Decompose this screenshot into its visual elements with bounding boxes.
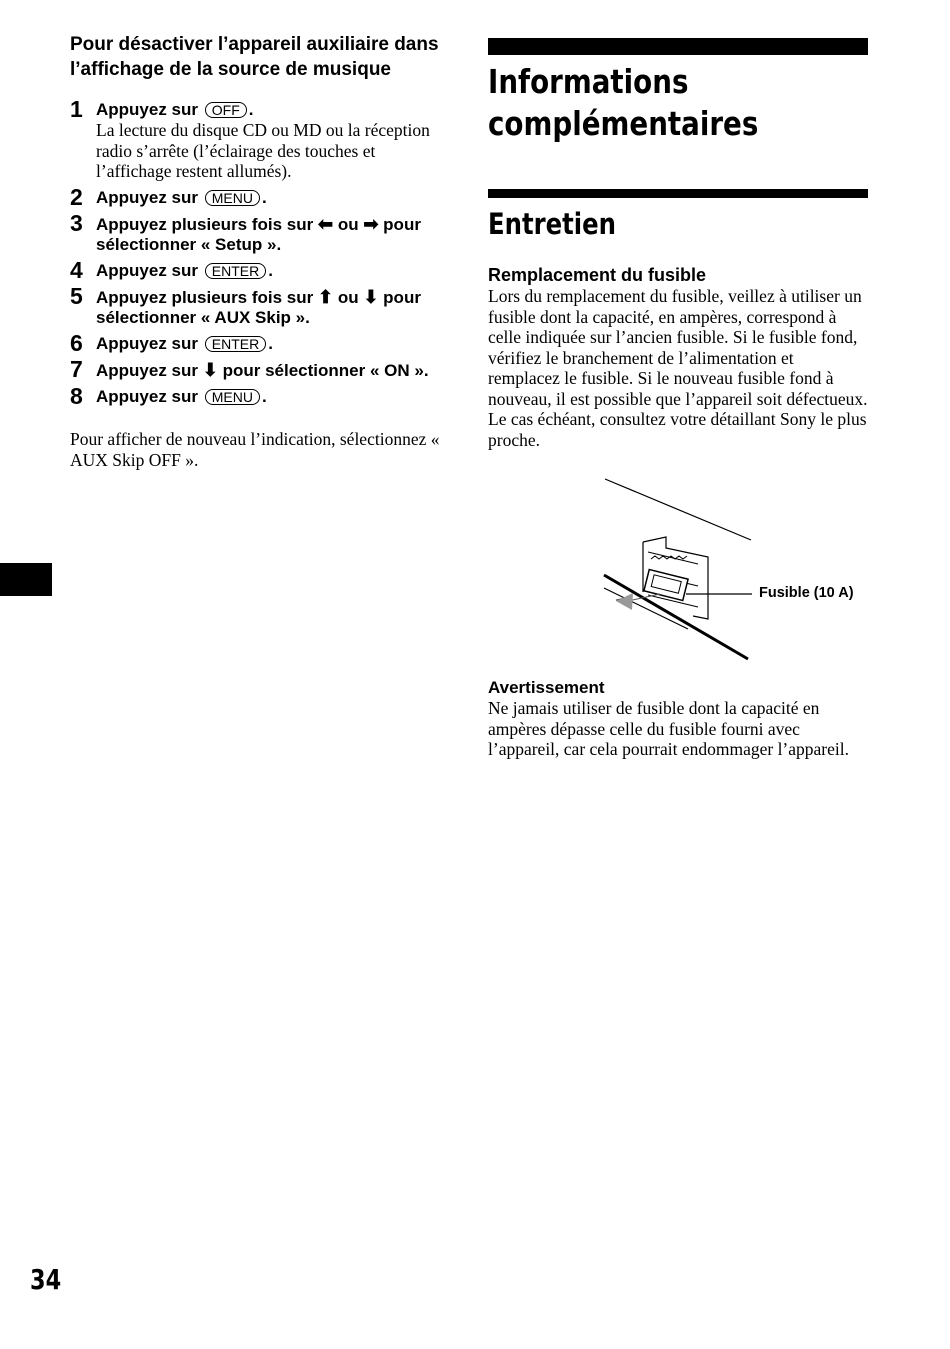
step-8: 8 Appuyez sur MENU . [70, 382, 267, 409]
arrow-down-icon: ⬇ [202, 359, 218, 380]
arrow-left-icon: ⬅ [318, 213, 334, 234]
step-instruction: Appuyez sur [96, 360, 199, 380]
step-number: 4 [70, 256, 83, 283]
menu-key: MENU [205, 190, 260, 206]
step-5: 5 Appuyez plusieurs fois sur ⬆ ou ⬇ pour sélectionner « AUX Skip ». [70, 282, 421, 327]
step-number: 6 [70, 329, 83, 356]
enter-key: ENTER [205, 263, 266, 279]
subsection-title: Remplacement du fusible [488, 265, 707, 285]
step-instruction: Appuyez sur [96, 386, 199, 406]
step-instruction: Appuyez sur [96, 260, 199, 280]
step-4: 4 Appuyez sur ENTER . [70, 256, 273, 283]
arrow-up-icon: ⬆ [318, 286, 334, 307]
section-tab-marker [0, 563, 52, 596]
step-3: 3 Appuyez plusieurs fois sur ⬅ ou ➡ pour sélectionner « Setup ». [70, 209, 421, 254]
step-number: 7 [70, 355, 83, 382]
body-paragraph: Lors du remplacement du fusible, veillez à utiliser un fusible dont la capacité, en ampères, correspond à celle indiquée sur l’ancien fusible. Si le fusible fond, vérifiez le branchement de l’alimentation et remplacez le fusible. Si le nouveau fusible fond à nouveau, il est possible que l’appareil soit défectueux. Le cas échéant, consultez votre détaillant Sony le plus proche. [488, 286, 868, 450]
step-7: 7 Appuyez sur ⬇ pour sélectionner « ON ». [70, 355, 429, 382]
step-instruction: Appuyez plusieurs fois sur [96, 214, 314, 234]
chapter-title: Informations complémentaires [488, 62, 759, 143]
fuse-figure [488, 464, 878, 664]
left-column [70, 32, 442, 471]
step-6: 6 Appuyez sur ENTER . [70, 329, 273, 356]
step-instruction: Appuyez sur [96, 100, 199, 119]
fuse-illustration [488, 464, 878, 664]
fuse-label: Fusible (10 A) [759, 585, 854, 601]
right-column [488, 38, 868, 760]
page-number: 34 [30, 1263, 62, 1296]
step-1: 1 Appuyez sur OFF . La lecture du disque CD ou MD ou la réception radio s’arrête (l’éclairage des touches et l’affichage restent allumés). [70, 100, 442, 182]
warning-title: Avertissement [488, 678, 605, 697]
step-number: 8 [70, 382, 83, 409]
warning-text: Ne jamais utiliser de fusible dont la capacité en ampères dépasse celle du fusible fourni avec l’appareil, car cela pourrait endommager l’appareil. [488, 698, 849, 759]
step-instruction: Appuyez sur [96, 333, 199, 353]
arrow-down-icon: ⬇ [363, 286, 379, 307]
procedure-note: Pour afficher de nouveau l’indication, sélectionnez « AUX Skip OFF ». [70, 428, 440, 470]
step-2: 2 Appuyez sur MENU . [70, 183, 267, 210]
step-number: 1 [70, 96, 83, 122]
step-instruction: Appuyez plusieurs fois sur [96, 287, 314, 307]
section-bar [488, 189, 868, 198]
arrow-right-icon: ➡ [363, 213, 379, 234]
off-key: OFF [205, 102, 247, 118]
step-instruction: Appuyez sur [96, 187, 199, 207]
step-description: La lecture du disque CD ou MD ou la réception radio s’arrête (l’éclairage des touches et l’affichage restent allumés). [96, 120, 430, 181]
step-number: 5 [70, 282, 83, 309]
step-number: 3 [70, 209, 83, 236]
menu-key: MENU [205, 389, 260, 405]
procedure-heading: Pour désactiver l’appareil auxiliaire dans l’affichage de la source de musique [70, 34, 439, 80]
section-title: Entretien [488, 207, 617, 241]
enter-key: ENTER [205, 336, 266, 352]
step-number: 2 [70, 183, 83, 210]
chapter-bar [488, 38, 868, 55]
